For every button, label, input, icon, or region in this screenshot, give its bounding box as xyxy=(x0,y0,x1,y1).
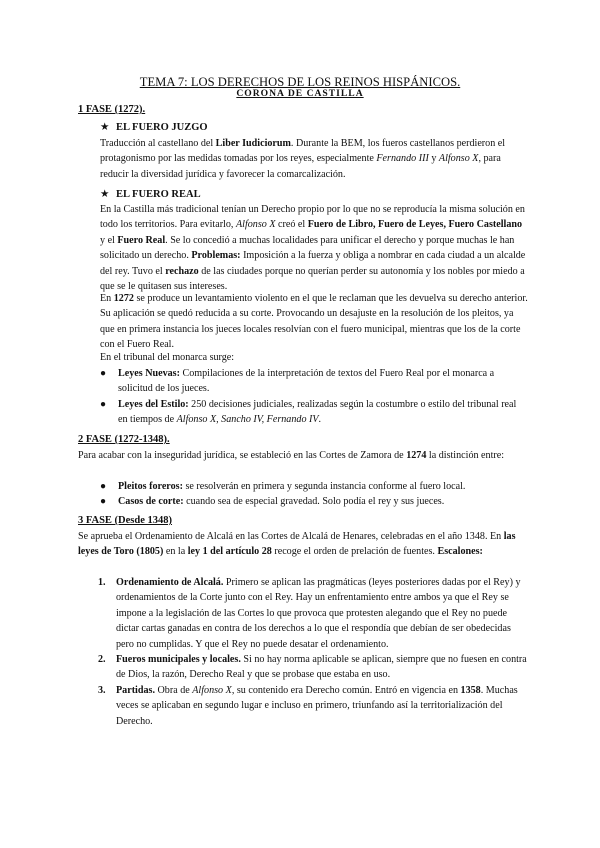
list-item xyxy=(100,366,528,397)
item-label: Pleitos foreros: xyxy=(118,481,183,492)
subheading-fuero-real xyxy=(100,188,201,202)
numbered-list-escalones xyxy=(98,575,530,729)
item-text: 250 decisiones judiciales, realizadas según la costumbre o estilo del tribunal real en tiempos de xyxy=(118,398,517,426)
item-label: Casos de corte: xyxy=(118,496,184,508)
text-bold: Fuero Real xyxy=(117,234,166,246)
text: se produce un levantamiento violento en el que le reclaman que les devuelva su derecho anterior. Su aplicación se quedó reducida a su corte. Provocando un desajuste en la resolución de los pleitos, ya que en primera instancia los jueces locales resolvían con el fuero municipal, mientras que los de la corte con el Fuero Real. xyxy=(100,293,528,351)
text: recoge el orden de prelación de fuentes. xyxy=(271,546,438,558)
subheading-label: EL FUERO JUZGO xyxy=(116,122,208,133)
list-item xyxy=(98,683,530,729)
text: . Durante la BEM, los fueros castellanos perdieron el protagonismo por las medidas tomadas por los reyes, especialmente xyxy=(100,138,506,165)
text: de las ciudades porque no querían perder su autonomía y los nobles por miedo a que se le quitasen sus intereses. xyxy=(100,265,525,293)
text-bold: rechazo xyxy=(165,265,199,277)
text-italic: Alfonso X xyxy=(235,219,276,231)
text-bold: Escalones: xyxy=(437,546,483,558)
bullet-icon: ● xyxy=(100,398,107,410)
text: . Se lo concedió a muchas localidades para unificar el derecho y porque muchas le han solicitado un derecho. xyxy=(100,234,515,262)
text: Imposición a la fuerza y obliga a nombrar en cada ciudad a un alcalde del rey. Tuvo el xyxy=(100,250,526,277)
item-text: , su contenido era Derecho común. Entró en vigencia en xyxy=(231,684,461,696)
text: En xyxy=(100,293,114,304)
item-text-italic: Alfonso X, Sancho IV, Fernando IV xyxy=(176,414,319,426)
list-item xyxy=(98,652,530,683)
section-heading-fase3: 3 FASE (Desde 1348) xyxy=(78,515,173,526)
text: y xyxy=(428,153,439,165)
text: la distinción entre: xyxy=(426,450,505,461)
item-text-italic: Alfonso X xyxy=(192,684,232,696)
section-heading-fase1: 1 FASE (1272). xyxy=(78,104,146,115)
text-italic: Fernando III xyxy=(376,153,429,165)
text: , para reducir la diversidad jurídica y favorecer la comarcalización. xyxy=(100,153,501,180)
subheading-fuero-juzgo xyxy=(100,121,208,135)
bullet-list-tribunal xyxy=(100,366,528,428)
text: En la Castilla más tradicional tenían un Derecho propio por lo que no se reproducía la misma solución en todo los territorios. Para evitarlo, xyxy=(100,204,525,231)
text-bold: 1274 xyxy=(406,450,427,461)
paragraph-tribunal: En el tribunal del monarca surge: xyxy=(100,352,235,363)
item-label: Leyes Nuevas: xyxy=(118,368,180,379)
item-text: se resolverán en primera y segunda instancia conforme al fuero local. xyxy=(182,481,466,492)
text-bold: Liber Iudiciorum xyxy=(215,138,291,149)
text: creó el xyxy=(275,219,308,231)
subheading-label: EL FUERO REAL xyxy=(116,189,201,200)
page-title: TEMA 7: LOS DERECHOS DE LOS REINOS HISPÁNICOS. xyxy=(139,75,461,89)
text-bold: Problemas: xyxy=(191,250,241,262)
section-heading-fase2: 2 FASE (1272-1348). xyxy=(78,434,170,445)
item-number: 2. xyxy=(98,654,106,666)
text-bold: las leyes de Toro (1805) xyxy=(78,531,516,558)
list-item xyxy=(98,575,530,652)
paragraph-fuero-real-1 xyxy=(100,202,528,294)
item-text: Si no hay norma aplicable se aplican, siempre que no fuesen en contra de Dios, la razón, Derecho Real y que se probase que estaba en uso. xyxy=(116,654,527,681)
bullet-icon: ● xyxy=(100,368,107,379)
list-item xyxy=(100,494,528,509)
item-text: Primero se aplican las pragmáticas (leyes posteriores dadas por el Rey) y ordenamientos de la Corte junto con el Rey. Hay un enfrentamiento entre ambos ya que el Rey se impone a la legislación de las Cortes lo que provoca que protesten alegando que el Rey no puede dictar cartas ganadas en contra de los derechos a lo que el respondía que debían de ser obedecidas pero no cumplidas. Y que el Rey no puede desatar el ordenamiento. xyxy=(116,577,521,650)
star-icon: ★ xyxy=(100,189,110,200)
item-text: . xyxy=(318,414,322,426)
text-bold: ley 1 del artículo 28 xyxy=(187,546,272,558)
item-label: Fueros municipales y locales. xyxy=(116,654,241,666)
text: Para acabar con la inseguridad jurídica, se estableció en las Cortes de Zamora de xyxy=(78,450,407,461)
item-number: 3. xyxy=(98,684,106,696)
text-bold: Fuero de Libro, Fuero de Leyes, Fuero Castellano xyxy=(307,219,523,231)
list-item xyxy=(100,479,528,494)
text: Traducción al castellano del xyxy=(100,138,216,149)
bullet-icon: ● xyxy=(100,481,107,492)
item-text: . Muchas veces se aplicaban en segundo lugar e incluso en primero, triunfando así la territorialización del Derecho. xyxy=(116,684,518,727)
text-bold: 1272 xyxy=(113,293,134,304)
text-italic: Alfonso X xyxy=(438,153,479,165)
text: en la xyxy=(163,546,188,558)
item-text: Compilaciones de la interpretación de textos del Fuero Real por el monarca a solicitud de los jueces. xyxy=(118,368,495,395)
paragraph-fase3 xyxy=(78,529,530,560)
paragraph-fuero-real-2 xyxy=(100,291,528,353)
item-number: 1. xyxy=(98,577,106,588)
paragraph-fuero-juzgo xyxy=(100,136,530,182)
item-text: cuando sea de especial gravedad. Solo podía el rey y sus jueces. xyxy=(183,496,445,508)
star-icon: ★ xyxy=(100,122,110,133)
item-text-bold: 1358 xyxy=(460,684,481,696)
paragraph-fase2 xyxy=(78,448,530,463)
bullet-list-fase2 xyxy=(100,479,528,510)
list-item xyxy=(100,397,528,428)
text: y el xyxy=(100,234,118,246)
item-label: Leyes del Estilo: xyxy=(118,398,189,410)
item-label: Ordenamiento de Alcalá. xyxy=(116,577,224,588)
bullet-icon: ● xyxy=(100,496,107,508)
page-subtitle: CORONA DE CASTILLA xyxy=(236,88,364,99)
item-label: Partidas. xyxy=(116,684,155,696)
item-text: Obra de xyxy=(154,684,193,696)
text: Se aprueba el Ordenamiento de Alcalá en las Cortes de Alcalá de Henares, celebradas en el año 1348. En xyxy=(78,531,504,542)
